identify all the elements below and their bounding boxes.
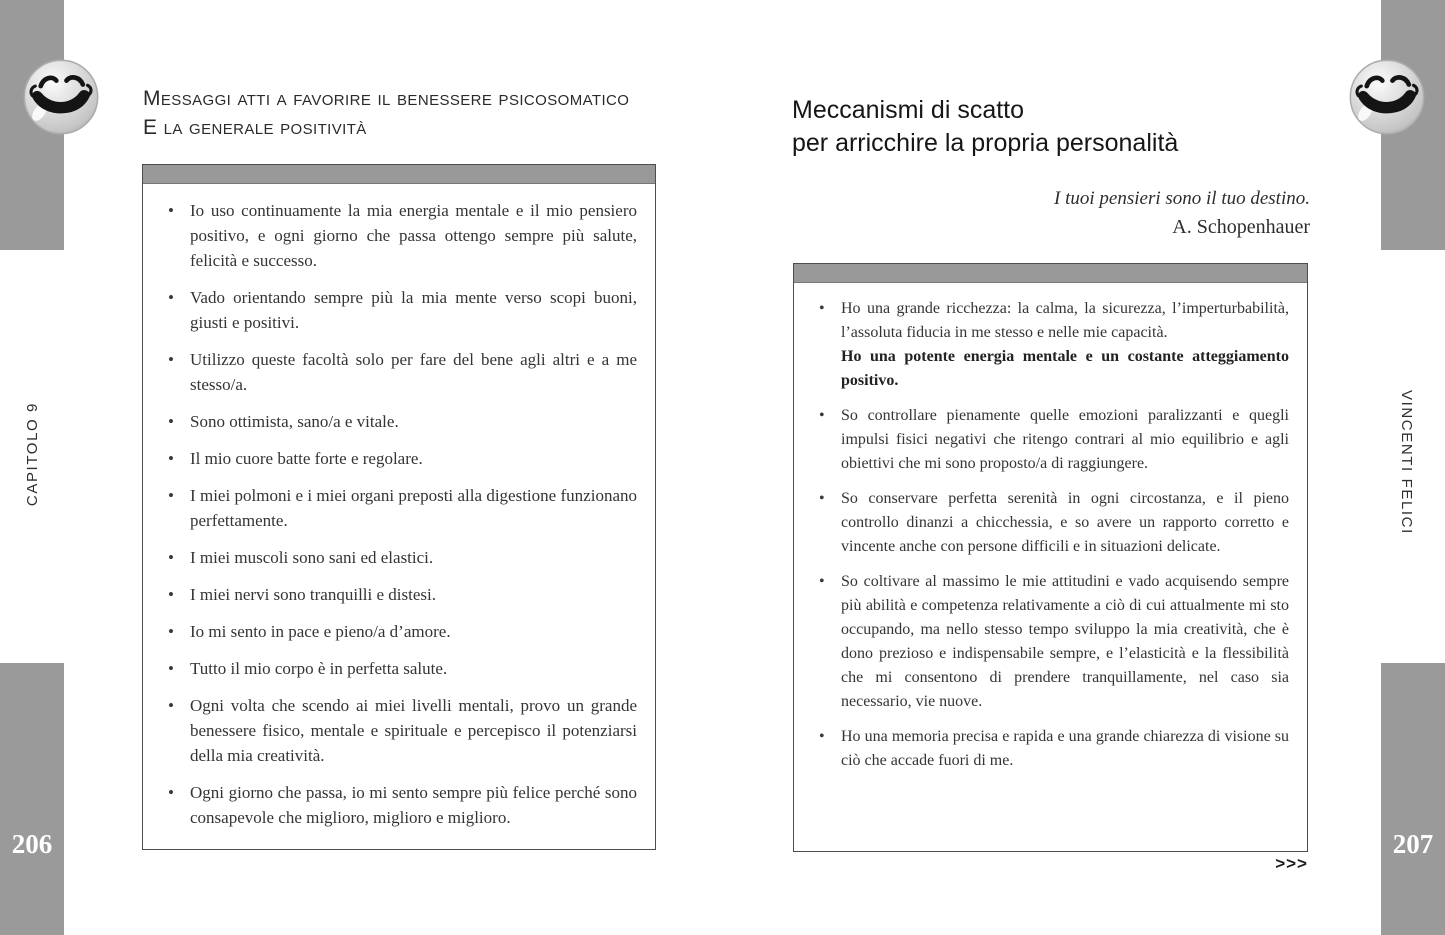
- smiley-ball-icon: [1348, 58, 1426, 136]
- list-item-text: Utilizzo queste facoltà solo per fare del bene agli altri e a me stesso/a.: [190, 350, 637, 394]
- list-item: [812, 725, 1289, 773]
- epigraph-author: A. Schopenhauer: [1172, 216, 1310, 238]
- list-item: [161, 693, 637, 768]
- list-item-text: Ogni volta che scendo ai miei livelli mentali, provo un grande benessere fisico, mentale e spirituale e percepisco il potenziarsi della mia creatività.: [190, 696, 637, 765]
- right-page-title-line2: per arricchire la propria personalità: [792, 129, 1179, 157]
- list-item-text: Ho una memoria precisa e rapida e una grande chiarezza di visione su ciò che accade fuori di me.: [841, 728, 1289, 769]
- page-number-right: 207: [1392, 829, 1434, 859]
- list-item-text: So conservare perfetta serenità in ogni circostanza, e il pieno controllo dinanzi a chicchessia, e so avere un rapporto corretto e vincente anche con persone difficili e in situazioni delicate.: [841, 490, 1289, 555]
- page-number-left: 206: [11, 829, 53, 859]
- list-item-text: So controllare pienamente quelle emozioni paralizzanti e quegli impulsi fisici negativi che ritengo contrari al mio equilibrio e agli obiettivi che mi sono proposto/a di raggiungere.: [841, 407, 1289, 472]
- list-item: [812, 404, 1289, 476]
- list-item: [161, 619, 637, 644]
- list-item: [812, 487, 1289, 559]
- epigraph-text: I tuoi pensieri sono il tuo destino.: [1054, 188, 1310, 209]
- list-item: [812, 570, 1289, 714]
- continuation-mark: >>>: [1275, 854, 1308, 873]
- epigraph: [793, 185, 1310, 241]
- list-item: [161, 483, 637, 533]
- list-item-bold-text: Ho una potente energia mentale e un costante atteggiamento positivo.: [841, 348, 1289, 389]
- list-item: [161, 780, 637, 830]
- list-item: [161, 409, 637, 434]
- left-page-heading: [143, 84, 663, 142]
- list-item-text: So coltivare al massimo le mie attitudini e vado acquisendo sempre più abilità e competenza relativamente a ciò di cui attualmente mi sto occupando, ma nello stesso tempo sviluppo la mia creatività, che è dono prezioso e indispensabile sempre, e l’elasticità e la flessibilità che mi consentono di prendere tranquillamente, nel caso sia necessario, vie nuove.: [841, 573, 1289, 710]
- affirmations-list-right: [794, 283, 1307, 773]
- list-item: [161, 582, 637, 607]
- list-item-text: Sono ottimista, sano/a e vitale.: [190, 412, 399, 431]
- list-item-text: I miei nervi sono tranquilli e distesi.: [190, 585, 436, 604]
- list-item-text: Ogni giorno che passa, io mi sento sempre più felice perché sono consapevole che miglioro, miglioro e miglioro.: [190, 783, 637, 827]
- list-item: [161, 347, 637, 397]
- list-item-text: I miei polmoni e i miei organi preposti alla digestione funzionano perfettamente.: [190, 486, 637, 530]
- list-item-text: Il mio cuore batte forte e regolare.: [190, 449, 423, 468]
- list-item: [161, 656, 637, 681]
- list-item: [161, 545, 637, 570]
- box-header-bar: [143, 165, 655, 184]
- list-item-text: Io uso continuamente la mia energia mentale e il mio pensiero positivo, e ogni giorno che passa ottengo sempre più salute, felicità e successo.: [190, 201, 637, 270]
- list-item-text: Io mi sento in pace e pieno/a d’amore.: [190, 622, 451, 641]
- right-page-title: [792, 94, 1312, 160]
- left-page-heading-line2: E la generale positività: [143, 116, 367, 139]
- list-item: [161, 446, 637, 471]
- smiley-ball-icon: [22, 58, 100, 136]
- list-item-text: Ho una grande ricchezza: la calma, la sicurezza, l’imperturbabilità, l’assoluta fiducia in me stesso e nelle mie capacità.: [841, 300, 1289, 341]
- list-item: [161, 285, 637, 335]
- affirmations-list-left: [143, 184, 655, 830]
- left-page-heading-line1: Messaggi atti a favorire il benessere psicosomatico: [143, 87, 630, 110]
- box-header-bar: [794, 264, 1307, 283]
- running-head-section: VINCENTI FELICI: [1398, 390, 1415, 535]
- list-item-text: I miei muscoli sono sani ed elastici.: [190, 548, 434, 567]
- right-page-title-line1: Meccanismi di scatto: [792, 96, 1025, 124]
- list-item: [812, 297, 1289, 393]
- running-head-chapter: CAPITOLO 9: [24, 402, 41, 507]
- affirmations-box-right: [793, 263, 1308, 852]
- margin-bar-bottom-right: [1381, 663, 1445, 935]
- list-item-text: Tutto il mio corpo è in perfetta salute.: [190, 659, 448, 678]
- list-item-text: Vado orientando sempre più la mia mente verso scopi buoni, giusti e positivi.: [190, 288, 637, 332]
- affirmations-box-left: [142, 164, 656, 850]
- margin-bar-bottom-left: [0, 663, 64, 935]
- list-item: [161, 198, 637, 273]
